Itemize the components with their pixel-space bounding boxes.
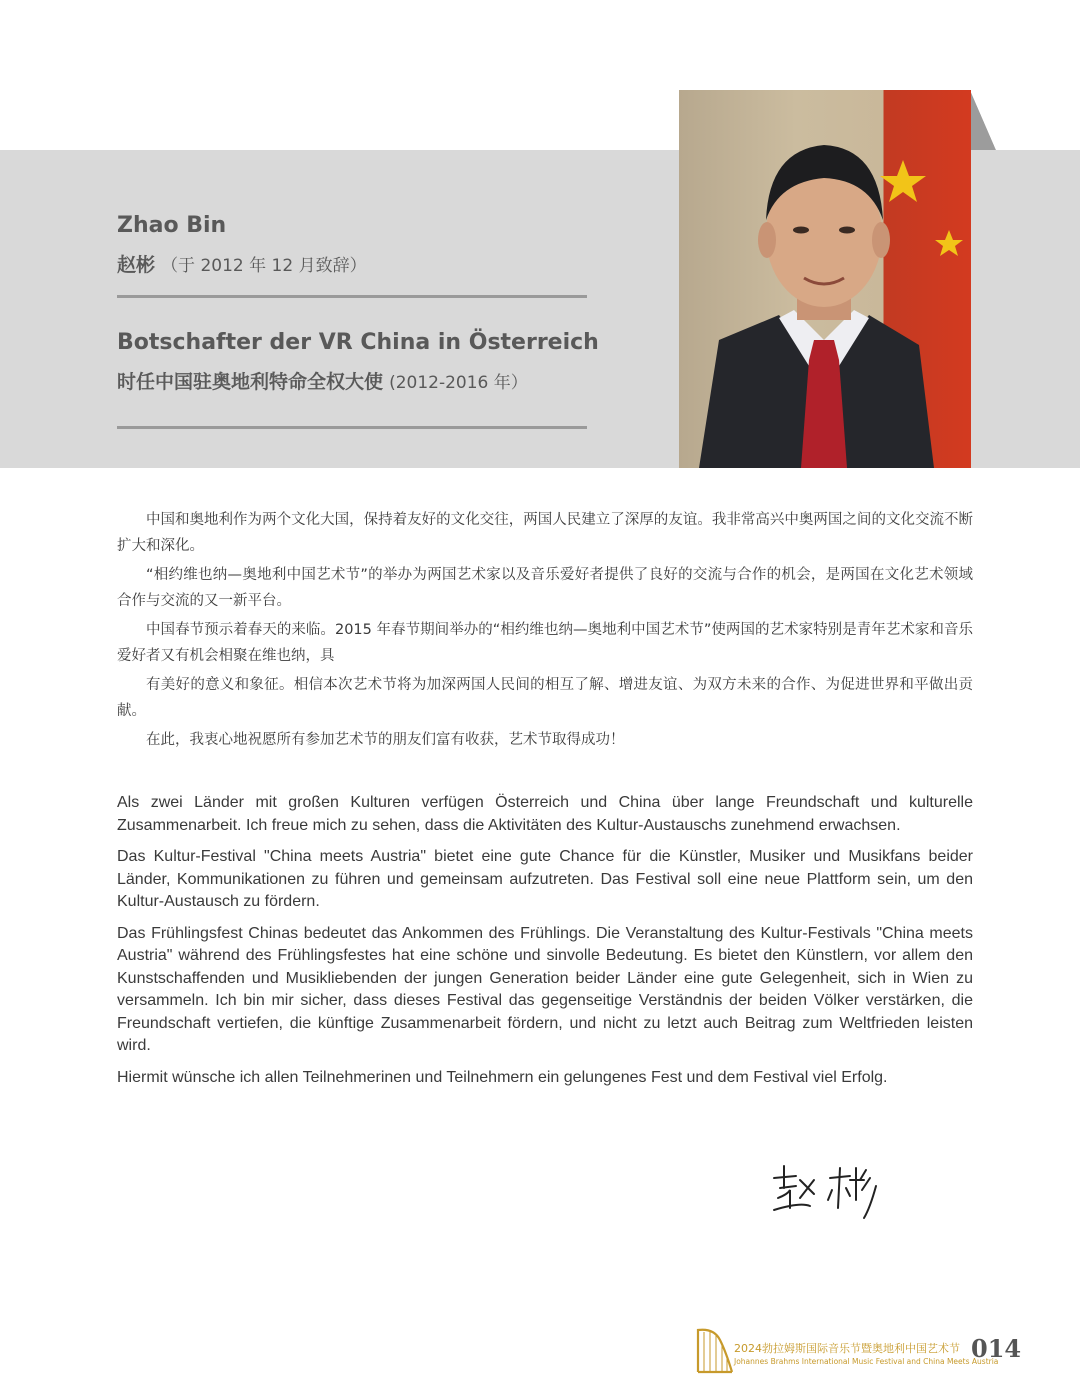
speech-text-german (117, 792, 973, 1098)
de-paragraph: Als zwei Länder mit großen Kulturen verfügen Österreich und China über lange Freundschaft und kulturelle Zusammenarbeit. Ich freue mich zu sehen, dass die Aktivitäten des Kultur-Austauschs zunehmend erwachsen. (117, 794, 973, 834)
cn-paragraph: “相约维也纳—奥地利中国艺术节”的举办为两国艺术家以及音乐爱好者提供了良好的交流与合作的机会，是两国在文化艺术领域合作与交流的又一新平台。 (117, 567, 973, 609)
festival-name-cn: 2024勃拉姆斯国际音乐节暨奥地利中国艺术节 (734, 1342, 960, 1355)
festival-name-en: Johannes Brahms International Music Festival and China Meets Austria (734, 1357, 999, 1366)
speaker-name-cn-line (117, 250, 367, 277)
page-number: 014 (971, 1334, 1022, 1363)
harp-icon (694, 1326, 734, 1374)
cn-paragraph: 在此，我衷心地祝愿所有参加艺术节的朋友们富有收获，艺术节取得成功！ (146, 732, 625, 748)
speaker-title-cn-line (117, 367, 528, 394)
header-divider-bottom (117, 426, 587, 429)
page-fold-corner (970, 90, 996, 150)
term-years-note: (2012-2016 年） (389, 373, 528, 393)
cn-paragraph: 中国春节预示着春天的来临。2015 年春节期间举办的“相约维也纳—奥地利中国艺术节”使两国的艺术家特别是青年艺术家和音乐爱好者又有机会相聚在维也纳，具 (117, 622, 973, 664)
de-paragraph: Das Kultur-Festival "China meets Austria" bietet eine gute Chance für die Künstler, Musiker und Musikfans beider Länder, Kommunikationen zu führen und gemeinsam aufzutreten. Das Festival soll eine neue Plattform sein, um den Kultur-Austausch zu fördern. (117, 848, 973, 910)
speaker-name-cn: 赵彬 (117, 254, 156, 276)
speaker-name-de: Zhao Bin (117, 213, 227, 238)
speaker-title-cn: 时任中国驻奥地利特命全权大使 (117, 371, 384, 393)
cn-paragraph: 中国和奥地利作为两个文化大国，保持着友好的文化交往，两国人民建立了深厚的友谊。我非常高兴中奥两国之间的文化交流不断扩大和深化。 (117, 512, 973, 554)
header-divider-top (117, 295, 587, 298)
handwritten-signature (770, 1158, 900, 1228)
de-paragraph: Das Frühlingsfest Chinas bedeutet das Ankommen des Frühlings. Die Veranstaltung des Kultur-Festivals "China meets Austria" während des Frühlingsfestes hat eine schöne und sinvolle Bedeutung. Es bietet den Künstlern, vor allem den Kunstschaffenden und Musikliebenden der jungen Generation beider Länder eine gute Gelegenheit, sich in Wien zu versammeln. Ich bin mir sicher, dass dieses Festival das gegenseitige Verständnis der beiden Völker verstärken, die Freundschaft vertiefen, die künftige Zusammenarbeit fördern, und nicht zu letzt auch Beitrag zum Weltfrieden leisten wird. (117, 924, 973, 1054)
speech-date-note: （于 2012 年 12 月致辞） (161, 256, 367, 276)
de-paragraph: Hiermit wünsche ich allen Teilnehmerinen und Teilnehmern ein gelungenes Fest und dem Festival viel Erfolg. (117, 1068, 888, 1086)
cn-paragraph: 有美好的意义和象征。相信本次艺术节将为加深两国人民间的相互了解、增进友谊、为双方未来的合作、为促进世界和平做出贡献。 (117, 677, 973, 719)
speech-text-chinese (117, 507, 973, 756)
ambassador-portrait (679, 90, 971, 468)
speaker-title-de: Botschafter der VR China in Österreich (117, 330, 599, 355)
